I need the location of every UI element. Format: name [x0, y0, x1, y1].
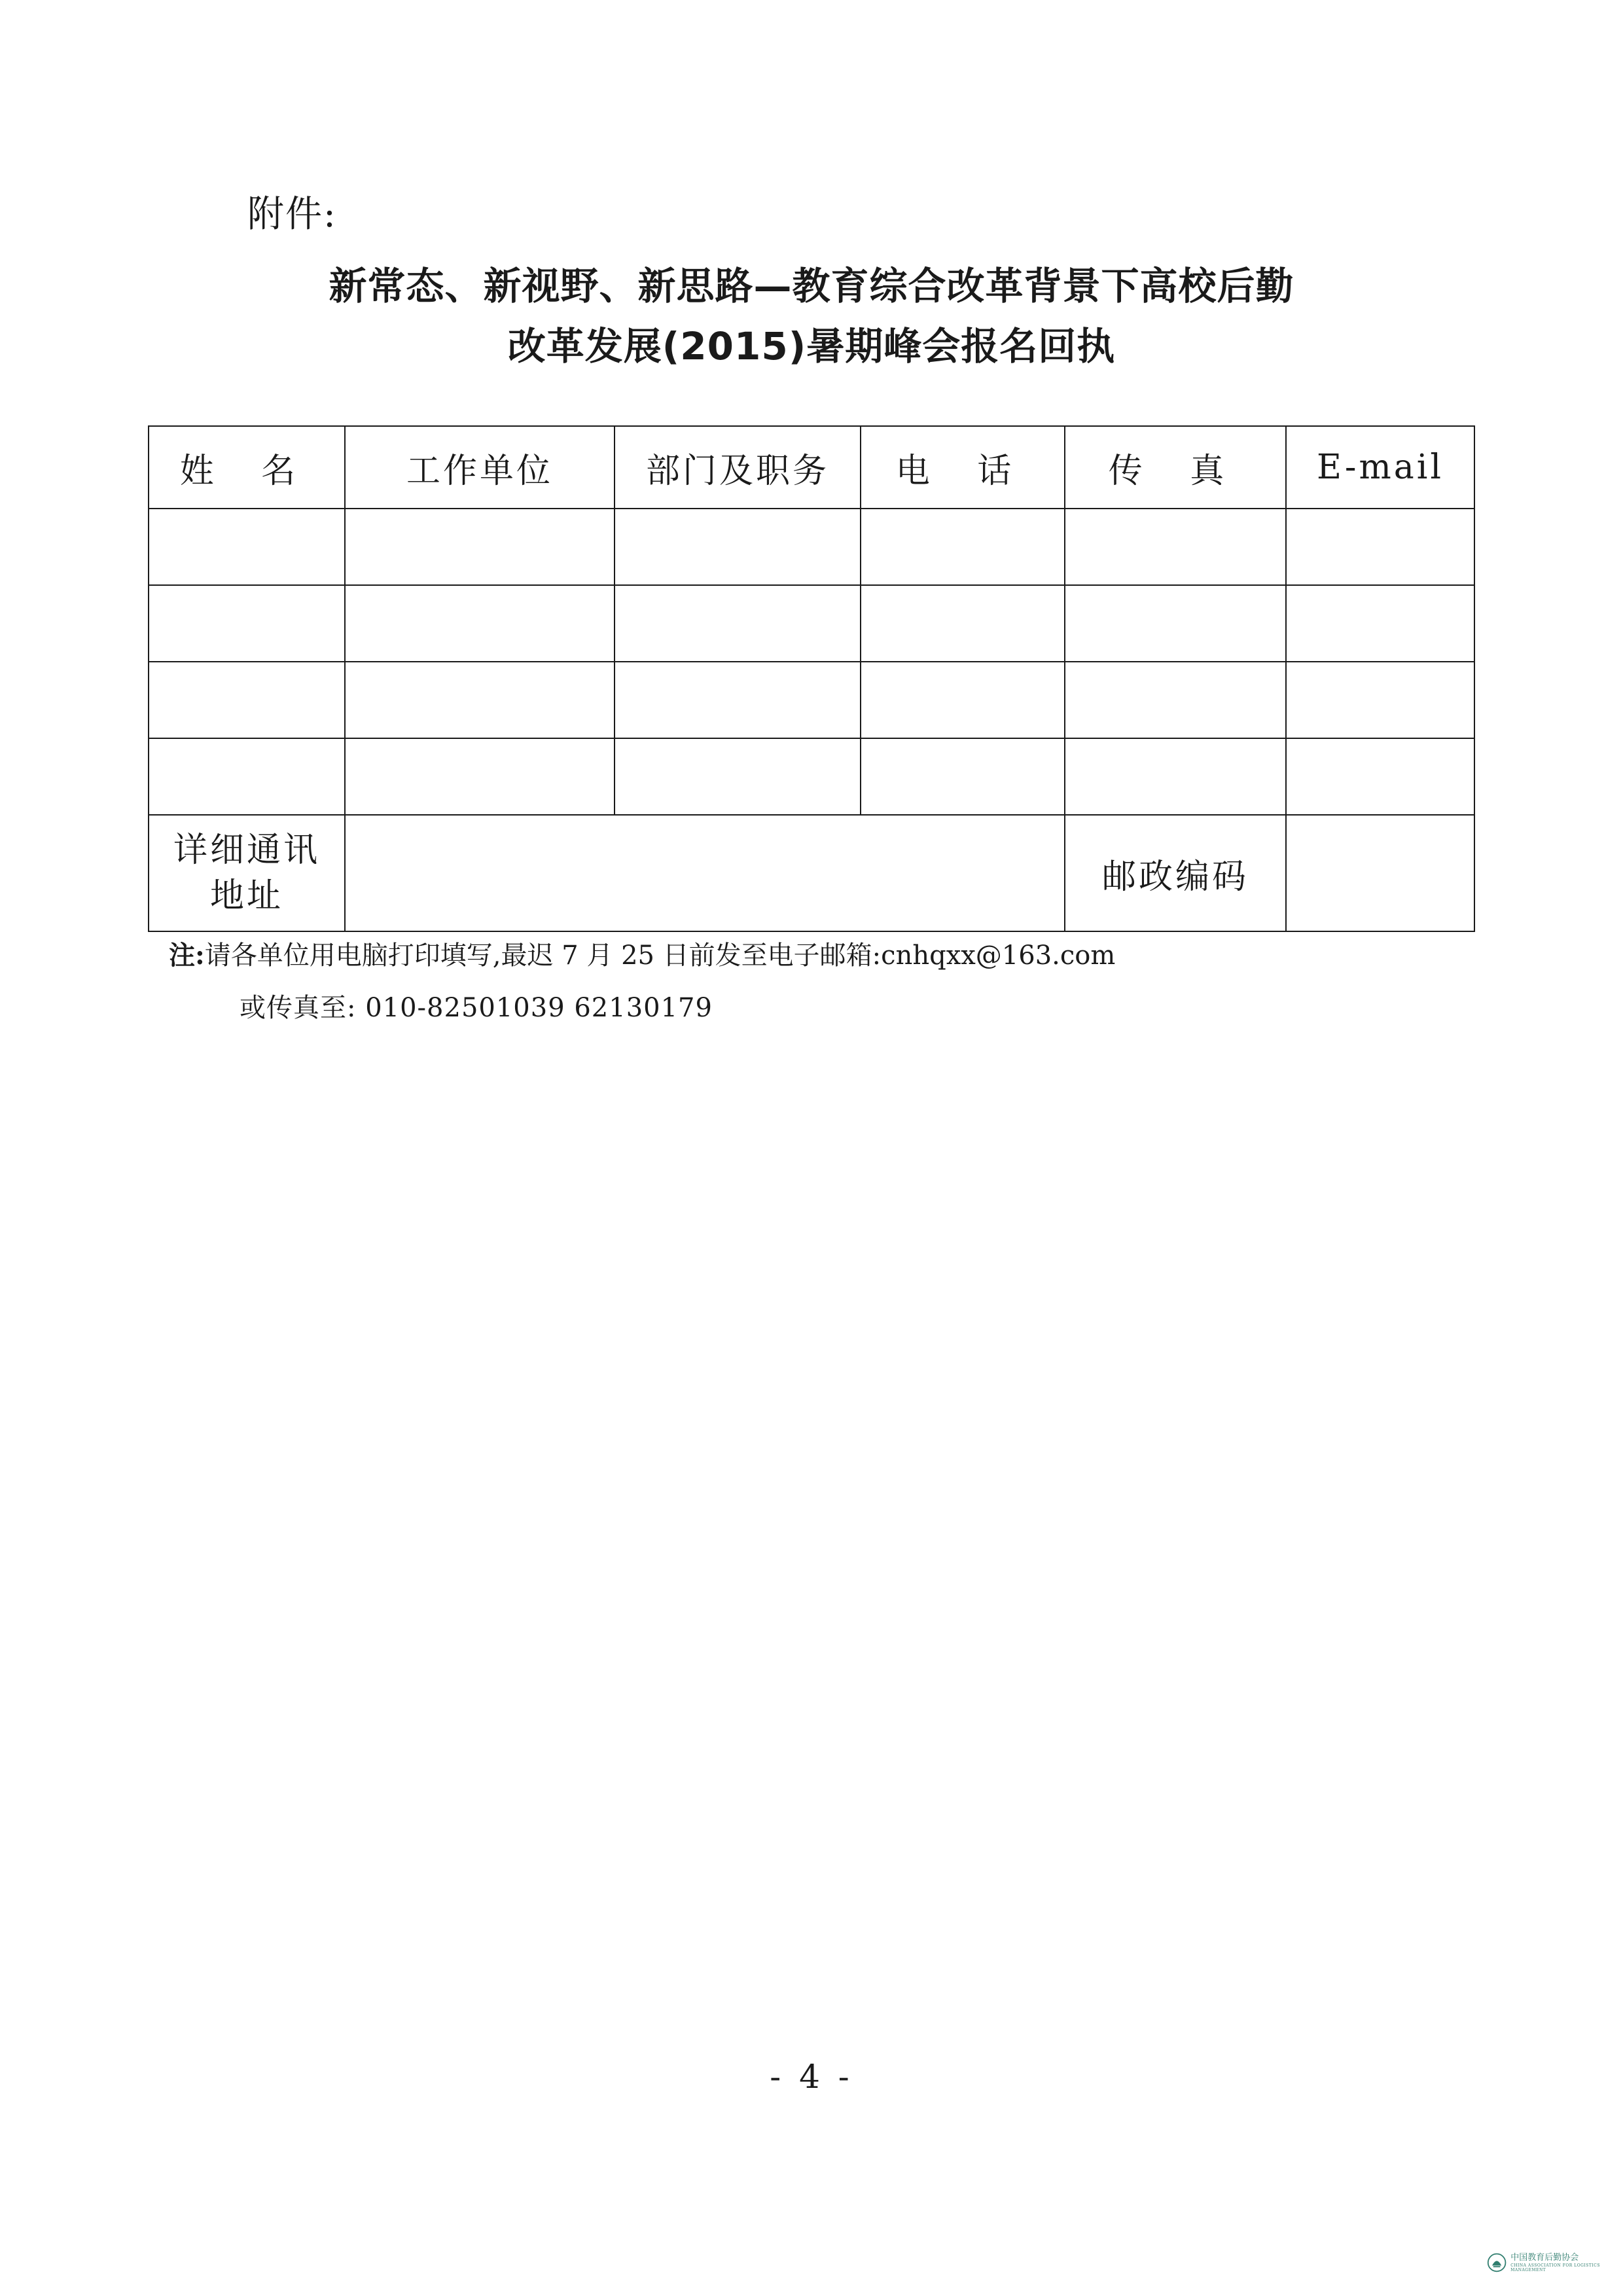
table-cell[interactable] — [345, 662, 615, 738]
table-cell[interactable] — [615, 738, 861, 815]
table-cell[interactable] — [1065, 509, 1286, 585]
table-cell[interactable] — [1286, 585, 1474, 662]
table-cell[interactable] — [861, 662, 1065, 738]
table-cell[interactable] — [1065, 738, 1286, 815]
note-line-1 — [169, 942, 1115, 969]
header-email-label: E-mail — [1316, 448, 1444, 487]
address-label-line-2: 地址 — [209, 876, 283, 916]
table-cell[interactable] — [1286, 738, 1474, 815]
header-email — [1286, 426, 1474, 509]
footer-logo — [1487, 2251, 1623, 2274]
header-phone — [861, 426, 1065, 509]
address-input-cell[interactable] — [345, 815, 1065, 931]
table-cell[interactable] — [1065, 662, 1286, 738]
document-title-line-1: 新常态、新视野、新思路—教育综合改革背景下高校后勤 — [329, 264, 1294, 308]
table-cell[interactable] — [861, 738, 1065, 815]
header-fax-label: 传 真 — [1108, 451, 1243, 491]
table-cell[interactable] — [149, 662, 345, 738]
table-row — [149, 738, 1474, 815]
postal-code-label: 邮政编码 — [1101, 857, 1249, 897]
logo-subtext: CHINA ASSOCIATION FOR LOGISTICS MANAGEMENT — [1510, 2263, 1600, 2272]
document-title-line-2: 改革发展(2015)暑期峰会报名回执 — [507, 324, 1116, 368]
table-cell[interactable] — [149, 509, 345, 585]
postal-code-label-cell — [1065, 815, 1286, 931]
table-cell[interactable] — [149, 585, 345, 662]
table-cell[interactable] — [615, 662, 861, 738]
table-cell[interactable] — [861, 509, 1065, 585]
table-header-row — [149, 426, 1474, 509]
header-fax — [1065, 426, 1286, 509]
header-name — [149, 426, 345, 509]
address-label-cell — [149, 815, 345, 931]
address-label — [149, 827, 344, 919]
table-cell[interactable] — [345, 585, 615, 662]
header-name-label: 姓 名 — [179, 451, 314, 491]
table-cell[interactable] — [149, 738, 345, 815]
address-row — [149, 815, 1474, 931]
table-cell[interactable] — [861, 585, 1065, 662]
postal-code-input-cell[interactable] — [1286, 815, 1474, 931]
note-prefix: 注: — [169, 940, 205, 971]
header-department-position — [615, 426, 861, 509]
association-logo-icon — [1487, 2251, 1507, 2274]
table-cell[interactable] — [1286, 509, 1474, 585]
header-department-label: 部门及职务 — [645, 451, 829, 491]
table-cell[interactable] — [345, 738, 615, 815]
note-line-2: 或传真至: 010-82501039 62130179 — [240, 993, 713, 1023]
table-row — [149, 585, 1474, 662]
header-phone-label: 电 话 — [895, 451, 1030, 491]
table-cell[interactable] — [1286, 662, 1474, 738]
address-label-line-1: 详细通讯 — [173, 830, 320, 870]
logo-text: 中国教育后勤协会 — [1510, 2253, 1579, 2263]
table-cell[interactable] — [615, 509, 861, 585]
header-organization-label: 工作单位 — [406, 451, 553, 491]
logo-text-block — [1510, 2253, 1623, 2272]
header-organization — [345, 426, 615, 509]
table-cell[interactable] — [615, 585, 861, 662]
note-text: 请各单位用电脑打印填写,最迟 7 月 25 日前发至电子邮箱:cnhqxx@163.com — [204, 941, 1116, 971]
table-row — [149, 662, 1474, 738]
table-row — [149, 509, 1474, 585]
attachment-label: 附件: — [247, 193, 337, 236]
registration-form-table — [148, 425, 1475, 932]
table-cell[interactable] — [1065, 585, 1286, 662]
table-cell[interactable] — [345, 509, 615, 585]
page-number: - 4 - — [770, 2058, 853, 2096]
